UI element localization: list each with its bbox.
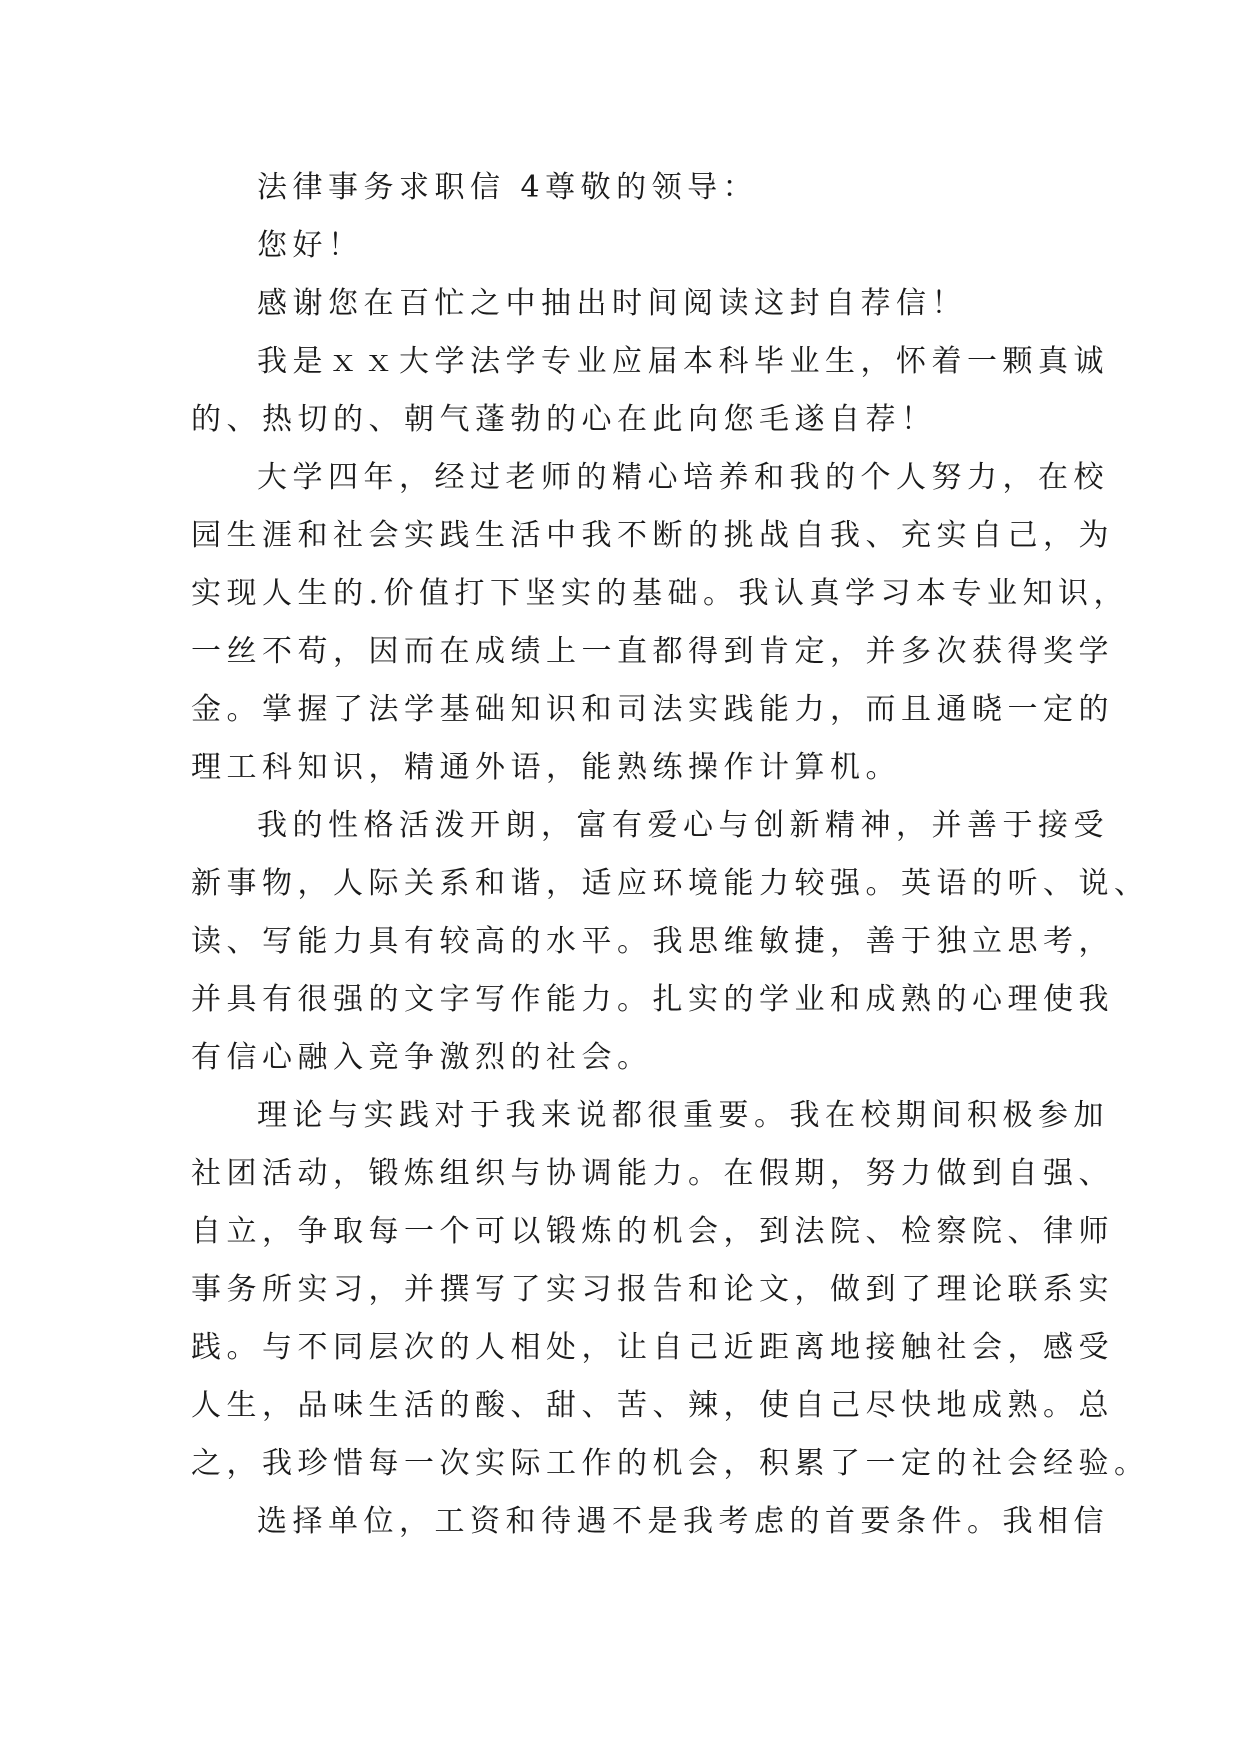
text-line: 园生涯和社会实践生活中我不断的挑战自我、充实自己，为 bbox=[191, 518, 1114, 553]
text-line: 践。与不同层次的人相处，让自己近距离地接触社会，感受 bbox=[191, 1330, 1114, 1365]
text-line: 选择单位，工资和待遇不是我考虑的首要条件。我相信 bbox=[257, 1504, 1109, 1539]
text-line: 理论与实践对于我来说都很重要。我在校期间积极参加 bbox=[257, 1098, 1109, 1133]
document-body bbox=[191, 159, 1150, 1551]
text-line: 我的性格活泼开朗，富有爱心与创新精神，并善于接受 bbox=[257, 808, 1109, 843]
text-line: 我是ｘｘ大学法学专业应届本科毕业生，怀着一颗真诚 bbox=[257, 344, 1109, 379]
text-line: 一丝不苟，因而在成绩上一直都得到肯定，并多次获得奖学 bbox=[191, 634, 1114, 669]
text-line: 理工科知识，精通外语，能熟练操作计算机。 bbox=[191, 750, 901, 785]
text-line: 金。掌握了法学基础知识和司法实践能力，而且通晓一定的 bbox=[191, 692, 1114, 727]
text-line: 有信心融入竞争激烈的社会。 bbox=[191, 1040, 653, 1075]
text-line: 社团活动，锻炼组织与协调能力。在假期，努力做到自强、 bbox=[191, 1156, 1114, 1191]
text-line: 感谢您在百忙之中抽出时间阅读这封自荐信！ bbox=[257, 286, 967, 321]
text-line: 人生，品味生活的酸、甜、苦、辣，使自己尽快地成熟。总 bbox=[191, 1388, 1114, 1423]
text-line: 您好！ bbox=[257, 228, 364, 263]
text-line: 事务所实习，并撰写了实习报告和论文，做到了理论联系实 bbox=[191, 1272, 1114, 1307]
text-line: 实现人生的.价值打下坚实的基础。我认真学习本专业知识， bbox=[191, 576, 1130, 611]
text-line: 新事物，人际关系和谐，适应环境能力较强。英语的听、说、 bbox=[191, 866, 1150, 901]
text-line: 之，我珍惜每一次实际工作的机会，积累了一定的社会经验。 bbox=[191, 1446, 1150, 1481]
text-line: 的、热切的、朝气蓬勃的心在此向您毛遂自荐！ bbox=[191, 402, 937, 437]
text-line: 读、写能力具有较高的水平。我思维敏捷，善于独立思考， bbox=[191, 924, 1114, 959]
text-line: 并具有很强的文字写作能力。扎实的学业和成熟的心理使我 bbox=[191, 982, 1114, 1017]
text-line: 法律事务求职信 4尊敬的领导： bbox=[257, 170, 759, 205]
text-line: 大学四年，经过老师的精心培养和我的个人努力，在校 bbox=[257, 460, 1109, 495]
text-line: 自立，争取每一个可以锻炼的机会，到法院、检察院、律师 bbox=[191, 1214, 1114, 1249]
